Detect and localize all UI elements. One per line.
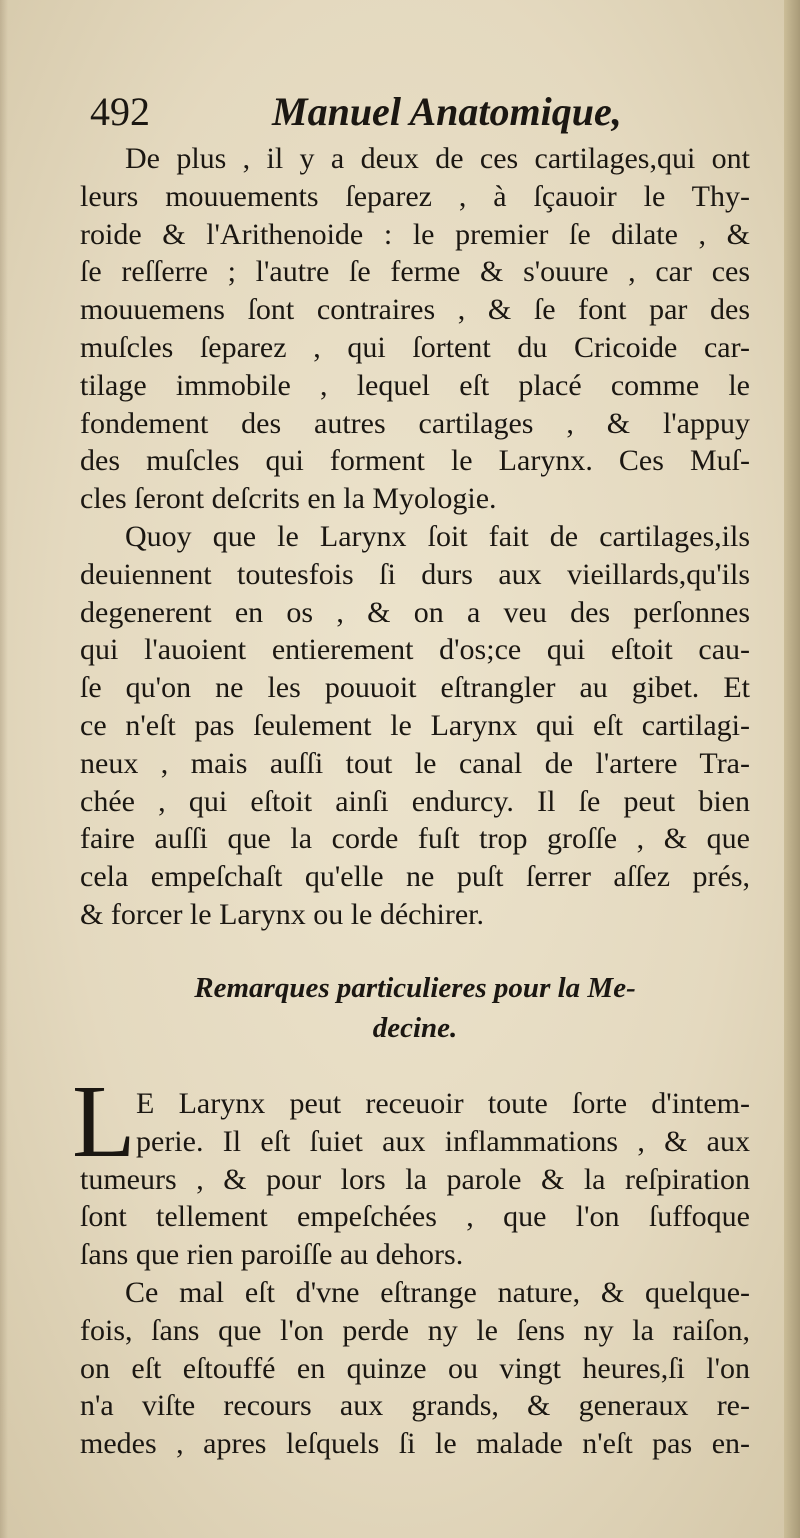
text-line: mouuemens ſont contraires , & ſe font par des [80, 293, 750, 327]
text-line: on eſt eſtouffé en quinze ou vingt heures,ſi l'on [80, 1351, 750, 1385]
text-line: De plus , il y a deux de ces cartilages,qui ont [125, 142, 750, 175]
text-line: neux , mais auſſi tout le canal de l'artere Tra- [80, 746, 750, 780]
heading-line: Remarques particulieres pour la Me- [194, 972, 636, 1004]
text-line: roide & l'Arithenoide : le premier ſe dilate , & [80, 217, 750, 251]
page-number: 492 [90, 89, 150, 134]
text-line: ſans que rien paroiſſe au dehors. [80, 1238, 464, 1272]
running-title: Manuel Anatomique, [272, 89, 622, 134]
heading-line: decine. [372, 1012, 458, 1044]
text-line: E Larynx peut receuoir toute ſorte d'intem- [136, 1087, 750, 1120]
page-shadow-left [0, 0, 8, 1538]
text-line: qui l'auoient entierement d'os;ce qui eſtoit cau- [80, 633, 750, 667]
text-line: faire auſſi que la corde fuſt trop groſſe , & que [80, 822, 750, 856]
text-line: degenerent en os , & on a veu des perſonnes [80, 595, 750, 629]
page-edge-right [784, 0, 800, 1538]
text-line: muſcles ſeparez , qui ſortent du Cricoide car- [80, 330, 750, 364]
text-line: ſe qu'on ne les pouuoit eſtrangler au gibet. Et [80, 671, 750, 705]
text-line: fois, ſans que l'on perde ny le ſens ny la raiſon, [80, 1313, 750, 1347]
text-line: n'a viſte recours aux grands, & generaux re- [80, 1389, 750, 1423]
text-line: ſont tellement empeſchées , que l'on ſuffoque [80, 1200, 750, 1234]
text-line: ſe reſſerre ; l'autre ſe ferme & s'ouure , car ces [80, 255, 750, 289]
text-line: chée , qui eſtoit ainſi endurcy. Il ſe peut bien [80, 784, 750, 818]
text-line: medes , apres leſquels ſi le malade n'eſt pas en- [80, 1427, 750, 1461]
text-line: cles ſeront deſcrits en la Myologie. [80, 482, 497, 516]
text-line: & forcer le Larynx ou le déchirer. [80, 897, 484, 931]
text-line: leurs mouuements ſeparez , à ſçauoir le Thy- [80, 179, 750, 213]
text-line: perie. Il eſt ſuiet aux inflammations , & aux [136, 1124, 750, 1158]
section-heading [80, 968, 750, 1048]
drop-cap: L [72, 1064, 136, 1179]
text-line: fondement des autres cartilages , & l'appuy [80, 406, 750, 440]
paragraph-3 [80, 1085, 750, 1463]
running-header [90, 88, 730, 144]
text-line: tilage immobile , lequel eſt placé comme le [80, 368, 750, 402]
text-line: deuiennent toutesfois ſi durs aux vieillards,qu'ils [80, 557, 750, 591]
text-line: des muſcles qui forment le Larynx. Ces Muſ- [80, 444, 750, 478]
text-line: Ce mal eſt d'vne eſtrange nature, & quelque- [125, 1275, 750, 1309]
text-line: cela empeſchaſt qu'elle ne puſt ſerrer aſſez prés, [80, 860, 750, 894]
text-line: ce n'eſt pas ſeulement le Larynx qui eſt cartilagi- [80, 708, 750, 742]
text-line: tumeurs , & pour lors la parole & la reſpiration [80, 1162, 750, 1196]
text-line: Quoy que le Larynx ſoit fait de cartilages,ils [125, 519, 750, 553]
paragraph-1 [80, 140, 750, 934]
